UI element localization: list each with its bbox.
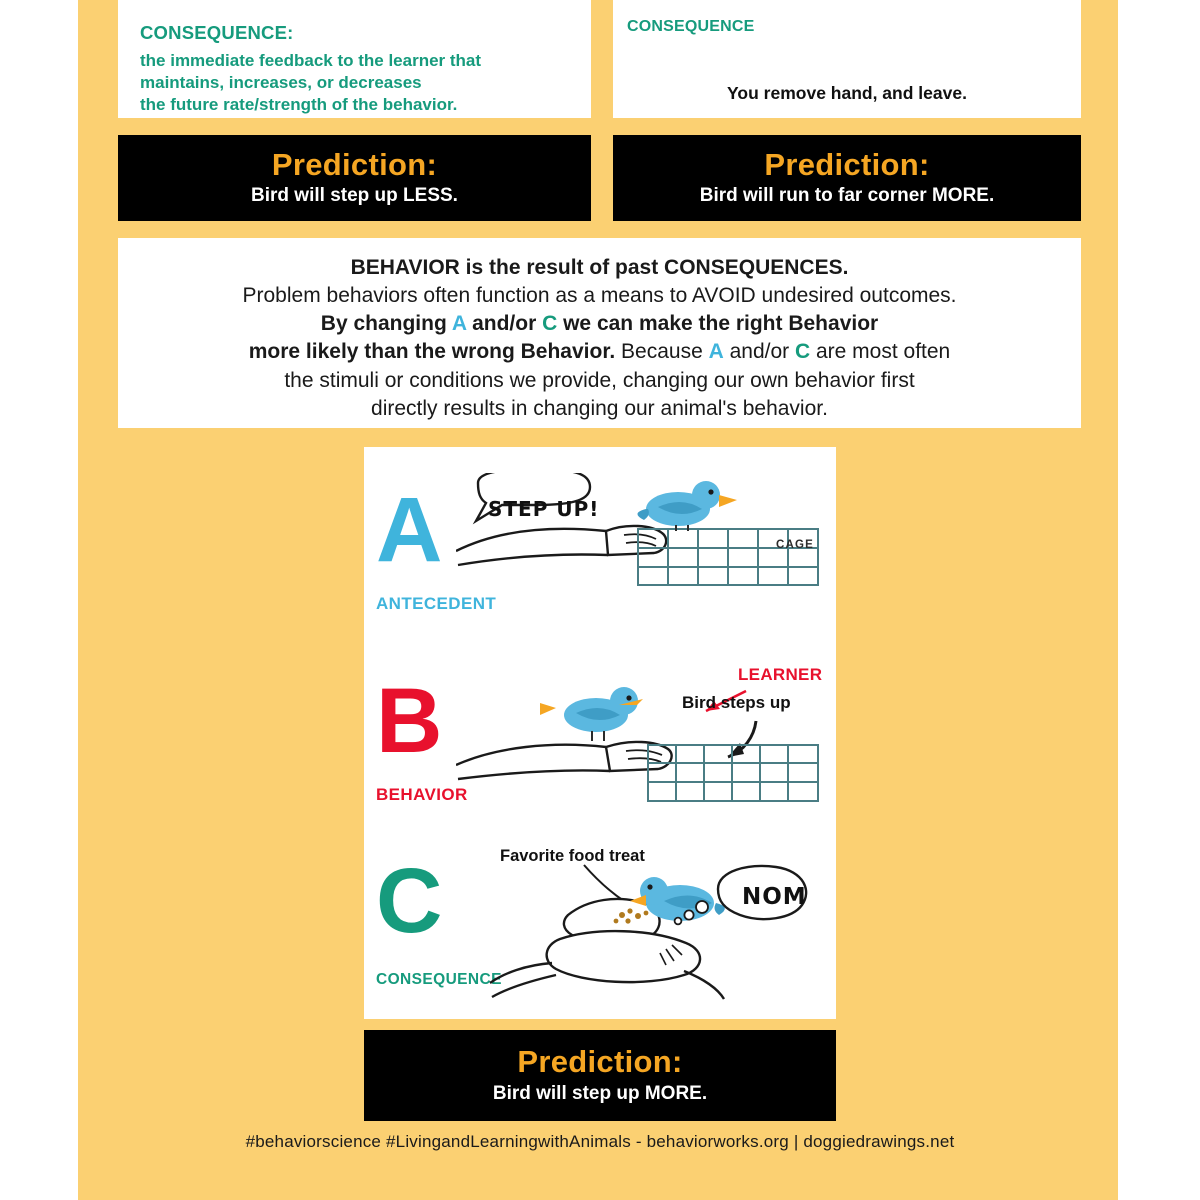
explanation-line-4-part-a: more likely than the wrong Behavior.: [248, 340, 616, 364]
consequence-body-line-2: maintains, increases, or decreases: [140, 73, 422, 92]
explanation-line-2: Problem behaviors often function as a means to AVOID undesired outcomes.: [242, 284, 957, 308]
antecedent-letter-inline: A: [708, 340, 724, 364]
consequence-body-line-1: the immediate feedback to the learner that: [140, 51, 482, 70]
consequence-label: CONSEQUENCE: [627, 18, 755, 35]
left-margin: [0, 0, 78, 1200]
explanation-line-4-part-d: are most often: [810, 340, 951, 364]
explanation-line-3: [138, 310, 1061, 338]
explanation-line-3-part-c: we can make the right Behavior: [557, 312, 879, 336]
explanation-line-6: directly results in changing our animal's behavior.: [371, 396, 828, 420]
speech-bubble-text: STEP UP!: [488, 497, 600, 521]
consequence-label: CONSEQUENCE:: [140, 22, 294, 43]
prediction-title: Prediction:: [271, 146, 438, 182]
behavior-caption: BEHAVIOR: [376, 785, 468, 804]
prediction-banner-right: [613, 135, 1081, 221]
explanation-line-4: [138, 338, 1061, 366]
prediction-subtitle: Bird will step up MORE.: [492, 1082, 708, 1104]
consequence-letter-inline: C: [542, 312, 558, 336]
consequence-caption: CONSEQUENCE: [376, 971, 502, 988]
prediction-subtitle: Bird will step up LESS.: [251, 185, 458, 207]
consequence-body-line-3: the future rate/strength of the behavior.: [140, 95, 458, 114]
prediction-banner-left: [118, 135, 591, 221]
prediction-banner-bottom: [364, 1030, 836, 1121]
thought-bubble-text: NOM: [742, 884, 807, 910]
explanation-line-4-part-c: and/or: [723, 340, 795, 364]
consequence-letter-inline: C: [794, 340, 811, 364]
antecedent-letter-inline: A: [451, 312, 467, 336]
letter-b-glyph: B: [376, 670, 442, 772]
bird-steps-up-label: Bird steps up: [682, 693, 791, 712]
favorite-food-treat-label: Favorite food treat: [500, 847, 645, 865]
panel-explanation: [118, 238, 1081, 428]
explanation-line-3-part-b: and/or: [466, 312, 543, 336]
learner-label: LEARNER: [738, 665, 823, 684]
footer-credits: #behaviorscience #LivingandLearningwithAnimals - behaviorworks.org | doggiedrawings.net: [245, 1132, 955, 1151]
antecedent-caption: ANTECEDENT: [376, 594, 497, 613]
panel-consequence-definition: [118, 0, 591, 118]
letter-a-glyph: A: [376, 479, 442, 581]
consequence-illustration: [456, 843, 830, 1019]
remove-hand-caption: You remove hand, and leave.: [727, 83, 967, 103]
antecedent-illustration: [456, 473, 830, 613]
letter-c-glyph: C: [376, 850, 442, 952]
explanation-line-1: BEHAVIOR is the result of past CONSEQUENCES.: [350, 256, 849, 279]
cage-label: CAGE: [776, 539, 815, 551]
panel-abc-sequence: [364, 447, 836, 1019]
right-margin: [1118, 0, 1200, 1200]
explanation-line-3-part-a: By changing: [320, 312, 452, 336]
explanation-line-5: the stimuli or conditions we provide, changing our own behavior first: [284, 368, 915, 392]
prediction-title: Prediction:: [517, 1044, 683, 1080]
prediction-subtitle: Bird will run to far corner MORE.: [699, 185, 995, 207]
panel-consequence-remove-hand: [613, 0, 1081, 118]
explanation-line-4-part-b: Because: [615, 340, 709, 364]
prediction-title: Prediction:: [764, 146, 930, 182]
